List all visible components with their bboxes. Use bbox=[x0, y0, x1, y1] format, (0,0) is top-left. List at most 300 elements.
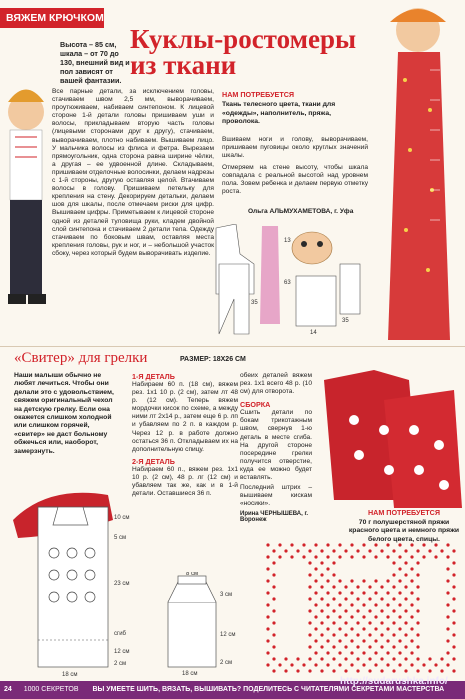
chart-stitch bbox=[266, 663, 269, 666]
chart-stitch bbox=[356, 633, 359, 636]
chart-stitch bbox=[374, 603, 377, 606]
chart-stitch bbox=[332, 633, 335, 636]
diag1-dim-5: 12 см bbox=[114, 649, 130, 655]
chart-stitch bbox=[386, 615, 389, 618]
chart-stitch bbox=[404, 549, 407, 552]
chart-stitch bbox=[452, 549, 455, 552]
chart-stitch bbox=[356, 549, 359, 552]
sweater-photo bbox=[314, 360, 465, 510]
assembly-title: СБОРКА bbox=[240, 400, 271, 410]
chart-stitch bbox=[326, 579, 329, 582]
chart-stitch bbox=[452, 561, 455, 564]
chart-stitch bbox=[428, 549, 431, 552]
chart-stitch bbox=[446, 639, 449, 642]
chart-stitch bbox=[350, 603, 353, 606]
dolls-author: Ольга АЛЬМУХАМЕТОВА, г. Уфа bbox=[248, 208, 354, 215]
chart-stitch bbox=[380, 585, 383, 588]
diag1-dim-4: сгиб bbox=[114, 631, 126, 637]
chart-stitch bbox=[416, 621, 419, 624]
chart-stitch bbox=[266, 567, 269, 570]
chart-stitch bbox=[326, 591, 329, 594]
chart-stitch bbox=[404, 645, 407, 648]
pattern-dim-3: 35 bbox=[251, 300, 258, 306]
diag2-dim-1: 8 см bbox=[186, 572, 199, 577]
chart-stitch bbox=[350, 663, 353, 666]
chart-stitch bbox=[356, 669, 359, 672]
article-title-dolls: Куклы-ростомеры из ткани bbox=[130, 24, 357, 80]
chart-stitch bbox=[398, 603, 401, 606]
chart-stitch bbox=[422, 663, 425, 666]
chart-stitch bbox=[410, 591, 413, 594]
chart-stitch bbox=[272, 657, 275, 660]
chart-stitch bbox=[410, 567, 413, 570]
chart-stitch bbox=[380, 633, 383, 636]
section-tag: ВЯЖЕМ КРЮЧКОМ bbox=[0, 8, 104, 28]
chart-stitch bbox=[326, 615, 329, 618]
diag1-dim-1: 10 см bbox=[114, 515, 130, 521]
chart-stitch bbox=[302, 555, 305, 558]
chart-stitch bbox=[344, 597, 347, 600]
chart-stitch bbox=[314, 663, 317, 666]
chart-stitch bbox=[314, 555, 317, 558]
dolls-note: Вшиваем ноги и голову, выворачиваем, пришиваем пуговицы около круглых значений шкалы. bbox=[222, 136, 368, 160]
chart-stitch bbox=[416, 597, 419, 600]
doll-patterns bbox=[214, 224, 362, 344]
article-title-sweater: «Свитер» для грелки bbox=[14, 350, 148, 366]
chart-stitch bbox=[368, 633, 371, 636]
chart-stitch bbox=[374, 663, 377, 666]
chart-stitch bbox=[416, 609, 419, 612]
chart-stitch bbox=[380, 597, 383, 600]
chart-stitch bbox=[410, 579, 413, 582]
chart-stitch bbox=[362, 579, 365, 582]
chart-stitch bbox=[392, 609, 395, 612]
chart-stitch bbox=[410, 639, 413, 642]
col3-text: обеих деталей вяжем рез. 1х1 всего 48 р. (10 см) для отворота. bbox=[240, 372, 312, 396]
chart-stitch bbox=[368, 657, 371, 660]
chart-stitch bbox=[284, 669, 287, 672]
chart-stitch bbox=[404, 657, 407, 660]
chart-stitch bbox=[308, 597, 311, 600]
girl-doll-image bbox=[370, 0, 465, 345]
chart-stitch bbox=[332, 669, 335, 672]
chart-stitch bbox=[356, 585, 359, 588]
chart-stitch bbox=[452, 633, 455, 636]
chart-stitch bbox=[404, 561, 407, 564]
chart-stitch bbox=[266, 591, 269, 594]
chart-stitch bbox=[344, 549, 347, 552]
pattern-dim-2: 63 bbox=[284, 280, 291, 286]
chart-stitch bbox=[308, 633, 311, 636]
chart-stitch bbox=[386, 651, 389, 654]
pattern-diagram-part1 bbox=[28, 505, 148, 677]
chart-stitch bbox=[266, 543, 269, 546]
chart-stitch bbox=[392, 657, 395, 660]
chart-stitch bbox=[308, 549, 311, 552]
chart-stitch bbox=[356, 657, 359, 660]
chart-stitch bbox=[392, 621, 395, 624]
chart-stitch bbox=[338, 639, 341, 642]
chart-stitch bbox=[392, 585, 395, 588]
chart-stitch bbox=[362, 627, 365, 630]
chart-stitch bbox=[386, 579, 389, 582]
dolls-needs-box bbox=[222, 90, 368, 127]
chart-stitch bbox=[404, 585, 407, 588]
chart-stitch bbox=[416, 561, 419, 564]
chart-stitch bbox=[416, 645, 419, 648]
chart-stitch bbox=[374, 555, 377, 558]
chart-stitch bbox=[410, 651, 413, 654]
sweater-needs-box bbox=[348, 508, 460, 544]
assembly-text: Сшить детали по бокам трикотажным швом, свернув 1-ю деталь в месте сгиба. На другой стороне посередине грелки получится отверстие, куда ее можно будет вставлять. bbox=[240, 409, 312, 482]
pattern-dim-5: 35 bbox=[342, 318, 349, 324]
chart-stitch bbox=[320, 585, 323, 588]
chart-stitch bbox=[344, 633, 347, 636]
chart-stitch bbox=[350, 639, 353, 642]
chart-stitch bbox=[338, 591, 341, 594]
chart-stitch bbox=[266, 639, 269, 642]
chart-stitch bbox=[350, 591, 353, 594]
chart-stitch bbox=[302, 663, 305, 666]
chart-stitch bbox=[392, 561, 395, 564]
chart-stitch bbox=[452, 597, 455, 600]
chart-stitch bbox=[398, 579, 401, 582]
pattern-dim-4: 14 bbox=[310, 330, 317, 336]
chart-stitch bbox=[320, 669, 323, 672]
chart-stitch bbox=[434, 663, 437, 666]
chart-stitch bbox=[344, 645, 347, 648]
chart-stitch bbox=[452, 657, 455, 660]
chart-stitch bbox=[410, 555, 413, 558]
chart-stitch bbox=[386, 627, 389, 630]
chart-stitch bbox=[314, 651, 317, 654]
chart-stitch bbox=[314, 543, 317, 546]
chart-stitch bbox=[392, 633, 395, 636]
chart-stitch bbox=[338, 543, 341, 546]
chart-stitch bbox=[344, 669, 347, 672]
chart-stitch bbox=[404, 573, 407, 576]
chart-stitch bbox=[404, 669, 407, 672]
chart-stitch bbox=[266, 627, 269, 630]
chart-stitch bbox=[332, 573, 335, 576]
chart-stitch bbox=[374, 579, 377, 582]
chart-stitch bbox=[356, 609, 359, 612]
chart-stitch bbox=[380, 669, 383, 672]
chart-stitch bbox=[368, 669, 371, 672]
chart-stitch bbox=[332, 609, 335, 612]
chart-stitch bbox=[332, 561, 335, 564]
chart-stitch bbox=[272, 621, 275, 624]
chart-stitch bbox=[446, 603, 449, 606]
chart-stitch bbox=[314, 603, 317, 606]
chart-stitch bbox=[368, 549, 371, 552]
chart-stitch bbox=[326, 543, 329, 546]
chart-stitch bbox=[266, 555, 269, 558]
pattern-diagram-part2 bbox=[160, 572, 240, 677]
sweater-column-3 bbox=[240, 372, 312, 523]
chart-stitch bbox=[308, 609, 311, 612]
chart-stitch bbox=[332, 657, 335, 660]
chart-stitch bbox=[380, 549, 383, 552]
chart-stitch bbox=[398, 543, 401, 546]
chart-stitch bbox=[416, 549, 419, 552]
chart-stitch bbox=[416, 573, 419, 576]
chart-stitch bbox=[446, 591, 449, 594]
chart-stitch bbox=[314, 591, 317, 594]
chart-stitch bbox=[434, 543, 437, 546]
chart-stitch bbox=[446, 651, 449, 654]
chart-stitch bbox=[266, 579, 269, 582]
chart-stitch bbox=[320, 633, 323, 636]
chart-stitch bbox=[368, 597, 371, 600]
chart-stitch bbox=[452, 669, 455, 672]
sweater-intro: Наши малыши обычно не любят лечиться. Чтобы они делали это с удовольствием, свяжем оригинальный чехол на детскую грелку. Если она окажется слишком холодной или слишком горячей, «свитер» не даст больному обжечься или, наоборот, замерзнуть. bbox=[14, 372, 114, 455]
dolls-needs-title: НАМ ПОТРЕБУЕТСЯ bbox=[222, 90, 295, 99]
diag1-dim-6: 2 см bbox=[114, 661, 127, 667]
chart-stitch bbox=[398, 627, 401, 630]
chart-stitch bbox=[434, 555, 437, 558]
sweater-needs-title: НАМ ПОТРЕБУЕТСЯ bbox=[367, 508, 441, 517]
chart-stitch bbox=[266, 603, 269, 606]
chart-stitch bbox=[272, 597, 275, 600]
chart-stitch bbox=[332, 645, 335, 648]
chart-stitch bbox=[416, 669, 419, 672]
chart-stitch bbox=[278, 555, 281, 558]
part2-title: 2-Я ДЕТАЛЬ bbox=[132, 456, 175, 466]
sweater-size: РАЗМЕР: 18Х26 СМ bbox=[180, 356, 246, 363]
chart-stitch bbox=[326, 651, 329, 654]
chart-stitch bbox=[380, 621, 383, 624]
dolls-intro: Высота – 85 см, шкала – от 70 до 130, внешний вид и пол зависят от вашей фантазии. bbox=[60, 40, 130, 85]
chart-stitch bbox=[272, 645, 275, 648]
chart-stitch bbox=[386, 591, 389, 594]
part1-text: Набираем 60 п. (18 см), вяжем рез. 1х1 10 р. (2 см), затем лт 48 р. (12 см). Теперь вяжем мордочки кисок по схеме, а между ними лт 2х14 р., затем еще 6 р. лп и убавляем по 2 п. в каждом р. Через 12 р. в работе должно остаться 36 п. Откладываем их на дополнительную спицу. bbox=[132, 381, 238, 453]
chart-stitch bbox=[440, 657, 443, 660]
chart-stitch bbox=[446, 543, 449, 546]
chart-stitch bbox=[356, 597, 359, 600]
chart-stitch bbox=[314, 567, 317, 570]
chart-stitch bbox=[410, 543, 413, 546]
chart-stitch bbox=[278, 663, 281, 666]
chart-stitch bbox=[362, 651, 365, 654]
chart-stitch bbox=[350, 651, 353, 654]
chart-stitch bbox=[344, 621, 347, 624]
chart-stitch bbox=[350, 555, 353, 558]
part2-text: Набираем 60 п., вяжем рез. 1х1 10 р. (2 см), 48 р. лг (12 см) и убавляем так же, как и в 1-й детали. Оставшиеся 36 п. bbox=[132, 465, 238, 498]
chart-stitch bbox=[374, 543, 377, 546]
chart-stitch bbox=[386, 603, 389, 606]
chart-stitch bbox=[452, 621, 455, 624]
chart-stitch bbox=[326, 663, 329, 666]
section-divider bbox=[0, 346, 465, 347]
chart-stitch bbox=[338, 555, 341, 558]
chart-stitch bbox=[308, 657, 311, 660]
chart-stitch bbox=[344, 609, 347, 612]
chart-stitch bbox=[284, 657, 287, 660]
chart-stitch bbox=[446, 567, 449, 570]
sweater-needs-body: 70 г полушерстяной пряжи красного цвета и немного пряжи белого цвета, спицы. bbox=[348, 519, 460, 543]
chart-stitch bbox=[290, 663, 293, 666]
chart-stitch bbox=[398, 615, 401, 618]
chart-stitch bbox=[296, 549, 299, 552]
chart-stitch bbox=[284, 549, 287, 552]
chart-stitch bbox=[422, 555, 425, 558]
chart-stitch bbox=[326, 639, 329, 642]
watermark-url[interactable]: http://sudarushka.info/ bbox=[340, 676, 448, 687]
chart-stitch bbox=[326, 555, 329, 558]
chart-stitch bbox=[314, 627, 317, 630]
chart-stitch bbox=[452, 573, 455, 576]
chart-stitch bbox=[308, 669, 311, 672]
chart-stitch bbox=[410, 663, 413, 666]
chart-stitch bbox=[410, 627, 413, 630]
chart-stitch bbox=[338, 651, 341, 654]
chart-stitch bbox=[266, 615, 269, 618]
chart-stitch bbox=[320, 657, 323, 660]
boy-doll-image bbox=[0, 72, 50, 322]
chart-stitch bbox=[446, 663, 449, 666]
final-text: Последний штрих – вышиваем кискам «носики». bbox=[240, 484, 312, 508]
chart-stitch bbox=[368, 585, 371, 588]
diag2-dim-5: 18 см bbox=[182, 671, 198, 677]
cat-knitting-chart bbox=[262, 540, 462, 678]
chart-stitch bbox=[446, 627, 449, 630]
diag1-dim-3: 23 см bbox=[114, 581, 130, 587]
chart-stitch bbox=[380, 609, 383, 612]
chart-stitch bbox=[356, 621, 359, 624]
chart-stitch bbox=[410, 603, 413, 606]
chart-stitch bbox=[428, 669, 431, 672]
chart-stitch bbox=[320, 609, 323, 612]
chart-stitch bbox=[302, 543, 305, 546]
chart-stitch bbox=[380, 645, 383, 648]
chart-stitch bbox=[296, 669, 299, 672]
chart-stitch bbox=[446, 579, 449, 582]
chart-stitch bbox=[308, 621, 311, 624]
chart-stitch bbox=[362, 603, 365, 606]
chart-stitch bbox=[446, 555, 449, 558]
chart-stitch bbox=[374, 651, 377, 654]
chart-stitch bbox=[368, 621, 371, 624]
chart-stitch bbox=[338, 663, 341, 666]
chart-stitch bbox=[350, 579, 353, 582]
chart-stitch bbox=[392, 549, 395, 552]
chart-stitch bbox=[308, 645, 311, 648]
chart-stitch bbox=[338, 579, 341, 582]
chart-stitch bbox=[416, 585, 419, 588]
chart-stitch bbox=[278, 543, 281, 546]
chart-stitch bbox=[272, 549, 275, 552]
chart-stitch bbox=[416, 633, 419, 636]
chart-stitch bbox=[338, 615, 341, 618]
chart-stitch bbox=[350, 543, 353, 546]
chart-stitch bbox=[380, 657, 383, 660]
chart-stitch bbox=[398, 651, 401, 654]
chart-stitch bbox=[368, 609, 371, 612]
chart-stitch bbox=[344, 657, 347, 660]
chart-stitch bbox=[308, 585, 311, 588]
chart-stitch bbox=[392, 669, 395, 672]
chart-stitch bbox=[374, 639, 377, 642]
dolls-body-text: Все парные детали, за исключением головы, стачиваем швом 2,5 мм, выворачиваем, проутюживаем, набиваем синтепоном. К лицевой стороне 1-й детали головы пришиваем уши и волосы, прикладываем вторую часть головы (лицевыми сторонами друг к другу), стачиваем, выворачиваем, плотно набиваем. Вышиваем лицо. У мальчика волосы из флиса и фетра. Вырезаем прямоугольник, одна сторона равна ширине чёлки, а другая – ее удвоенной длине. Складываем, пришиваем отделочные волосинки, делаем надрезы с 1-й стороны, другую оставляя целой. Втачиваем волосы в голову. Пришиваем петельку для крепления на стену. Декорируем детальки, делаем шов для шкалы, после отмечаем риски для цифр. Вышиваем цифры. Приметываем к лицевой стороне одной из деталей туловища руки, кладем двойной слой синтепона и стачиваем 2 детали тела. Одежду стачиваем по боковым швам, оставляя места крепления головы, рук и ног, и – небольшой участок сбоку, через который будем выворачивать изделие. bbox=[52, 88, 214, 257]
chart-stitch bbox=[332, 621, 335, 624]
chart-stitch bbox=[308, 561, 311, 564]
chart-stitch bbox=[404, 597, 407, 600]
chart-stitch bbox=[326, 603, 329, 606]
chart-stitch bbox=[338, 603, 341, 606]
chart-stitch bbox=[320, 549, 323, 552]
chart-stitch bbox=[374, 615, 377, 618]
diag1-dim-7: 18 см bbox=[62, 672, 78, 677]
chart-stitch bbox=[320, 561, 323, 564]
chart-stitch bbox=[344, 585, 347, 588]
chart-stitch bbox=[314, 615, 317, 618]
chart-stitch bbox=[272, 633, 275, 636]
chart-stitch bbox=[290, 555, 293, 558]
chart-stitch bbox=[428, 657, 431, 660]
chart-stitch bbox=[392, 645, 395, 648]
chart-stitch bbox=[362, 555, 365, 558]
chart-stitch bbox=[386, 663, 389, 666]
chart-stitch bbox=[320, 621, 323, 624]
chart-stitch bbox=[392, 573, 395, 576]
diag2-dim-4: 2 см bbox=[220, 660, 233, 666]
chart-stitch bbox=[374, 591, 377, 594]
chart-stitch bbox=[392, 597, 395, 600]
chart-stitch bbox=[350, 627, 353, 630]
dolls-needs-body: Ткань телесного цвета, ткани для «одежды», наполнитель, пряжа, проволока. bbox=[222, 101, 336, 125]
chart-stitch bbox=[404, 609, 407, 612]
chart-stitch bbox=[446, 615, 449, 618]
dolls-note2: Отмеряем на стене высоту, чтобы шкала совпадала с реальной высотой над уровнем пола. Зовем ребенка и делаем первую отметку роста. bbox=[222, 164, 368, 196]
sweater-author: Ирина ЧЕРНЫШЕВА, г. Воронеж bbox=[240, 511, 309, 524]
chart-stitch bbox=[452, 645, 455, 648]
chart-stitch bbox=[332, 549, 335, 552]
chart-stitch bbox=[326, 627, 329, 630]
chart-stitch bbox=[440, 549, 443, 552]
chart-stitch bbox=[362, 615, 365, 618]
page-number: 24 bbox=[4, 686, 12, 693]
chart-stitch bbox=[452, 609, 455, 612]
chart-stitch bbox=[404, 633, 407, 636]
part1-title: 1-Я ДЕТАЛЬ bbox=[132, 372, 175, 381]
chart-stitch bbox=[386, 555, 389, 558]
chart-stitch bbox=[356, 645, 359, 648]
chart-stitch bbox=[452, 585, 455, 588]
chart-stitch bbox=[320, 597, 323, 600]
chart-stitch bbox=[326, 567, 329, 570]
pattern-dim-1: 13 bbox=[284, 238, 291, 244]
chart-stitch bbox=[272, 669, 275, 672]
chart-stitch bbox=[320, 645, 323, 648]
sweater-column-2 bbox=[132, 372, 238, 498]
chart-stitch bbox=[416, 657, 419, 660]
chart-stitch bbox=[368, 645, 371, 648]
chart-stitch bbox=[314, 579, 317, 582]
diag2-dim-2: 3 см bbox=[220, 592, 233, 598]
chart-stitch bbox=[398, 567, 401, 570]
chart-stitch bbox=[350, 615, 353, 618]
chart-stitch bbox=[296, 657, 299, 660]
chart-stitch bbox=[362, 543, 365, 546]
chart-stitch bbox=[410, 615, 413, 618]
footer-slogan: ВЫ УМЕЕТЕ ШИТЬ, ВЯЗАТЬ, ВЫШИВАТЬ? ПОДЕЛИТЕСЬ С ЧИТАТЕЛЯМИ СЕКРЕТАМИ МАСТЕРСТВА bbox=[92, 686, 445, 693]
chart-stitch bbox=[422, 543, 425, 546]
chart-stitch bbox=[386, 639, 389, 642]
footer-brand: 1000 СЕКРЕТОВ bbox=[23, 686, 79, 693]
chart-stitch bbox=[440, 669, 443, 672]
chart-stitch bbox=[272, 609, 275, 612]
